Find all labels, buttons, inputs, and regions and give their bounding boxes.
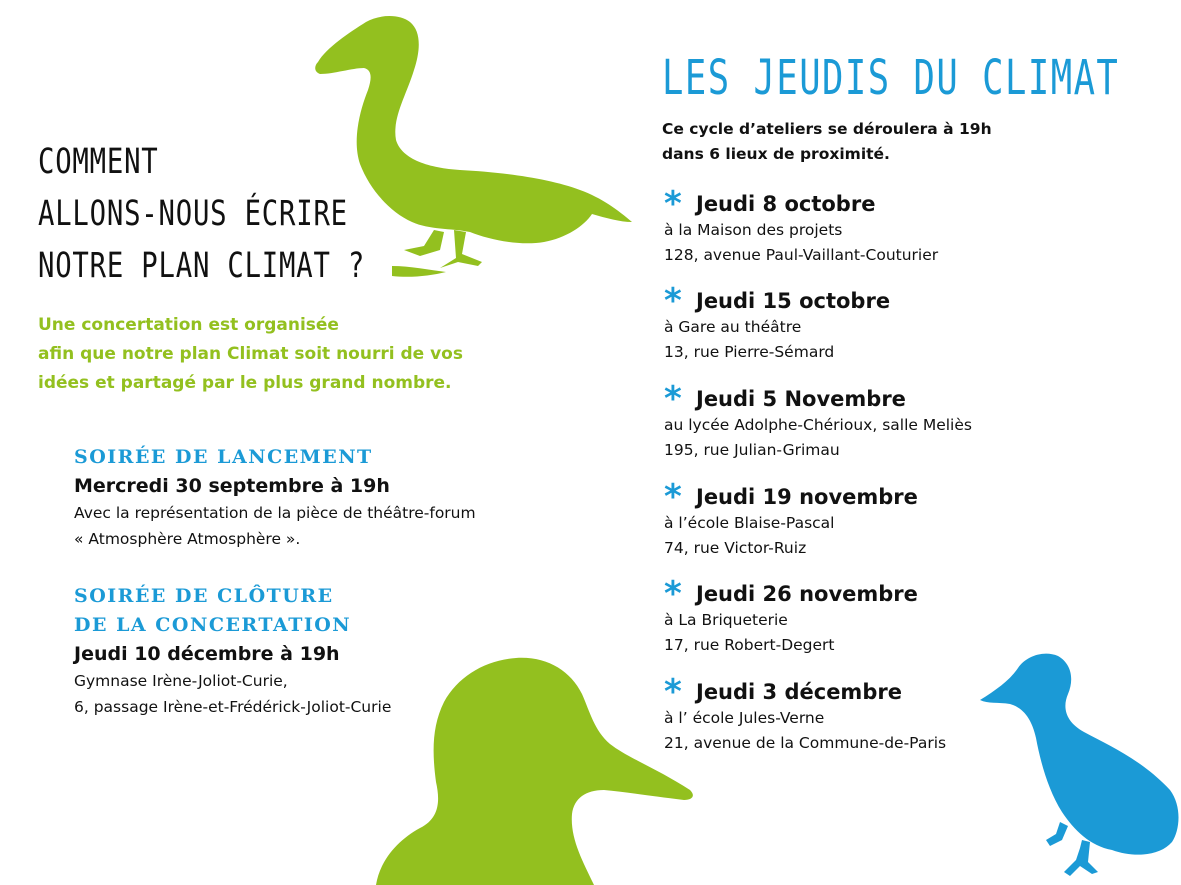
main-title-line-2: ALLONS-NOUS ÉCRIRE (38, 194, 348, 234)
intro-line-2: afin que notre plan Climat soit nourri de vos (38, 344, 463, 364)
event-address: 128, avenue Paul-Vaillant-Couturier (664, 246, 939, 264)
right-title: LES JEUDIS DU CLIMAT (662, 50, 1120, 106)
event-item (664, 184, 939, 268)
asterisk-icon: * (664, 281, 682, 321)
closing-heading-line-2: DE LA CONCERTATION (74, 614, 352, 636)
right-intro-line-1: Ce cycle d’ateliers se déroulera à 19h (662, 120, 992, 138)
event-item (664, 477, 918, 561)
intro-line-3: idées et partagé par le plus grand nombre. (38, 373, 452, 393)
event-date: Jeudi 19 novembre (696, 485, 918, 509)
right-intro (662, 117, 992, 167)
asterisk-icon: * (664, 379, 682, 419)
closing-heading-line-1: SOIRÉE DE CLÔTURE (74, 585, 334, 607)
event-place: à Gare au théâtre (664, 318, 802, 336)
closing-line-1: Gymnase Irène-Joliot-Curie, (74, 672, 288, 690)
event-date: Jeudi 5 Novembre (696, 387, 906, 411)
event-place: à l’école Blaise-Pascal (664, 514, 835, 532)
event-item (664, 574, 918, 658)
event-place: à La Briqueterie (664, 611, 788, 629)
event-place: à la Maison des projets (664, 221, 843, 239)
asterisk-icon: * (664, 184, 682, 224)
event-address: 17, rue Robert-Degert (664, 636, 835, 654)
event-date: Jeudi 3 décembre (696, 680, 902, 704)
launch-line-2: « Atmosphère Atmosphère ». (74, 530, 301, 548)
launch-line-1: Avec la représentation de la pièce de théâtre-forum (74, 504, 476, 522)
event-address: 13, rue Pierre-Sémard (664, 343, 835, 361)
main-title (38, 136, 365, 292)
event-place: au lycée Adolphe-Chérioux, salle Meliès (664, 416, 972, 434)
event-item (664, 379, 972, 463)
intro-text (38, 311, 463, 398)
closing-section (74, 582, 391, 720)
event-address: 21, avenue de la Commune-de-Paris (664, 734, 947, 752)
asterisk-icon: * (664, 574, 682, 614)
main-title-line-1: COMMENT (38, 142, 159, 182)
event-date: Jeudi 26 novembre (696, 582, 918, 606)
event-date: Jeudi 15 octobre (696, 289, 891, 313)
closing-date: Jeudi 10 décembre à 19h (74, 643, 340, 665)
launch-date: Mercredi 30 septembre à 19h (74, 475, 390, 497)
main-title-line-3: NOTRE PLAN CLIMAT ? (38, 246, 366, 286)
asterisk-icon: * (664, 477, 682, 517)
event-item (664, 672, 947, 756)
intro-line-1: Une concertation est organisée (38, 315, 339, 335)
event-address: 195, rue Julian-Grimau (664, 441, 840, 459)
launch-heading: SOIRÉE DE LANCEMENT (74, 446, 373, 468)
event-place: à l’ école Jules-Verne (664, 709, 825, 727)
launch-section (74, 443, 476, 552)
event-item (664, 281, 891, 365)
right-intro-line-2: dans 6 lieux de proximité. (662, 145, 890, 163)
event-date: Jeudi 8 octobre (696, 192, 876, 216)
event-address: 74, rue Victor-Ruiz (664, 539, 807, 557)
closing-line-2: 6, passage Irène-et-Frédérick-Joliot-Curie (74, 698, 392, 716)
asterisk-icon: * (664, 672, 682, 712)
